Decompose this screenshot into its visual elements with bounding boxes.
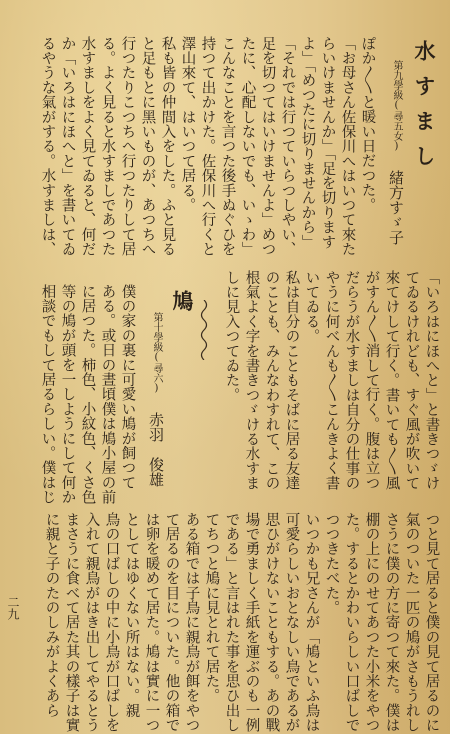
text-line: 場で勇ましく手紙を運ぶのも一例 bbox=[243, 512, 260, 733]
story-title: 鳩 bbox=[170, 290, 195, 325]
text-line: やうに何べんも〳〵こんきよく書 bbox=[323, 270, 340, 491]
text-line: 入れて親鳥がはき出してやるとう bbox=[83, 512, 100, 733]
text-line: てちつと鳩に見とれて居た。 bbox=[203, 512, 220, 704]
page-number: 二九 bbox=[6, 596, 20, 620]
text-line: である」と言はれた事を思ひ出し bbox=[223, 512, 240, 733]
text-line: 足を切つてはいけませんよ」めつ bbox=[259, 36, 276, 257]
text-line: 「いろはにほへと」と書きつゞけ bbox=[423, 270, 440, 491]
text-line: は卵を暖めて居た。鳩は實に一つ bbox=[143, 512, 160, 733]
text-line: 僕の家の裏に可愛い鳩が飼つて bbox=[119, 284, 136, 490]
text-line: 棚の上にのせてあつた小米をやつ bbox=[363, 512, 380, 733]
text-line: 根氣よく字を書きつゞける水すま bbox=[243, 270, 260, 491]
text-line: 「お母さん佐保川へはいつて來た bbox=[339, 36, 356, 257]
text-line: 私も皆の仲間入をした。ふと見る bbox=[159, 36, 176, 257]
text-line: 水すましをよく見てゐると、何だ bbox=[79, 36, 96, 257]
text-line: 可愛らしいおとなしい鳥であるが bbox=[283, 512, 300, 733]
text-line: まさうに食べて居た其の樣子は實 bbox=[63, 512, 80, 733]
text-line: ある箱では子鳥に親鳥が餌をやつ bbox=[183, 512, 200, 733]
text-line: る。よく見ると水すましであつた bbox=[99, 36, 116, 257]
text-line: つと見て居ると僕の見て居るのに bbox=[423, 512, 440, 733]
author-grade: 第九學級(尋五女) bbox=[391, 60, 402, 152]
text-line: 等の鳩が頭を一しようにして何か bbox=[59, 284, 76, 505]
text-line: がすん〳〵消して行く。腹は立つ bbox=[363, 270, 380, 491]
text-line: らいけませんか」「足を切ります bbox=[319, 36, 336, 250]
author-name: 赤羽 俊雄 bbox=[147, 412, 165, 487]
text-line: 氣のついた一匹の鳩がさもうれし bbox=[403, 512, 420, 733]
wavy-divider bbox=[198, 300, 210, 360]
text-line: 相談でもして居るらしい。僕はじ bbox=[39, 284, 56, 505]
text-line: に親と子のたのしみがよくあら bbox=[43, 512, 60, 718]
text-line: たに、心配しないでも、いゝわ」 bbox=[239, 36, 256, 257]
text-line: 思ひがけないこともする。あの戰 bbox=[263, 512, 280, 733]
text-line: 「それでは行つていらつしやい、 bbox=[279, 36, 296, 257]
text-line: 來てけして行く。書いても〳〵風 bbox=[383, 270, 400, 491]
text-line: てゐるけれども、すぐ風が吹いて bbox=[403, 270, 420, 491]
text-line: 澤山來て、はいつて居る。 bbox=[179, 36, 196, 213]
text-line: ある。或日の晝頃僕は鳩小屋の前 bbox=[99, 284, 116, 505]
text-line: に居つた。柿色、小紋色、くさ色 bbox=[79, 284, 96, 505]
text-line: としてはゆくない所はない。親 bbox=[123, 512, 140, 718]
text-line: た。するとかわいらしい口ばしで bbox=[343, 512, 360, 733]
text-line: 行つたりこつちへ行つたりして居 bbox=[119, 36, 136, 257]
text-line: いてゐる。 bbox=[303, 270, 320, 344]
text-line: るやうな氣がする。水すましは、 bbox=[39, 36, 56, 257]
text-line: ぽか〳〵と暖い日だつた。 bbox=[359, 36, 376, 213]
text-line: て居るのを目についた。他の箱で bbox=[163, 512, 180, 733]
text-line: と足もとに黑いものが、あつちへ bbox=[139, 36, 156, 257]
text-line: か「いろはにほへと」を書いてゐ bbox=[59, 36, 76, 257]
text-line: つつきたべた。 bbox=[323, 512, 340, 615]
text-line: よ」「めつたに切りませんから」 bbox=[299, 36, 316, 250]
text-line: のことも、みんなわすれて、この bbox=[263, 270, 280, 491]
author-name: 緒方すゞ子 bbox=[387, 170, 405, 245]
story-title: 水すまし bbox=[412, 40, 437, 180]
text-line: だらうが水すましは自分の仕事の bbox=[343, 270, 360, 491]
text-line: 鳥の口ばしの中に小鳥が口ばしを bbox=[103, 512, 120, 733]
text-line: しに見入つてゐた。 bbox=[223, 270, 240, 403]
story-byline bbox=[148, 312, 163, 487]
story-byline bbox=[388, 60, 403, 245]
text-line: いつかも兄さんが「鳩といふ鳥は bbox=[303, 512, 320, 733]
text-line: 私は自分のこともそばに居る友達 bbox=[283, 270, 300, 491]
author-grade: 第十學級(尋六) bbox=[151, 312, 162, 394]
text-line: さうに僕の方に寄つて來た。僕は bbox=[383, 512, 400, 733]
text-line: こんなことを言つた後手ぬぐひを bbox=[219, 36, 236, 257]
text-line: 持つて出かけた。佐保川へ行くと bbox=[199, 36, 216, 257]
